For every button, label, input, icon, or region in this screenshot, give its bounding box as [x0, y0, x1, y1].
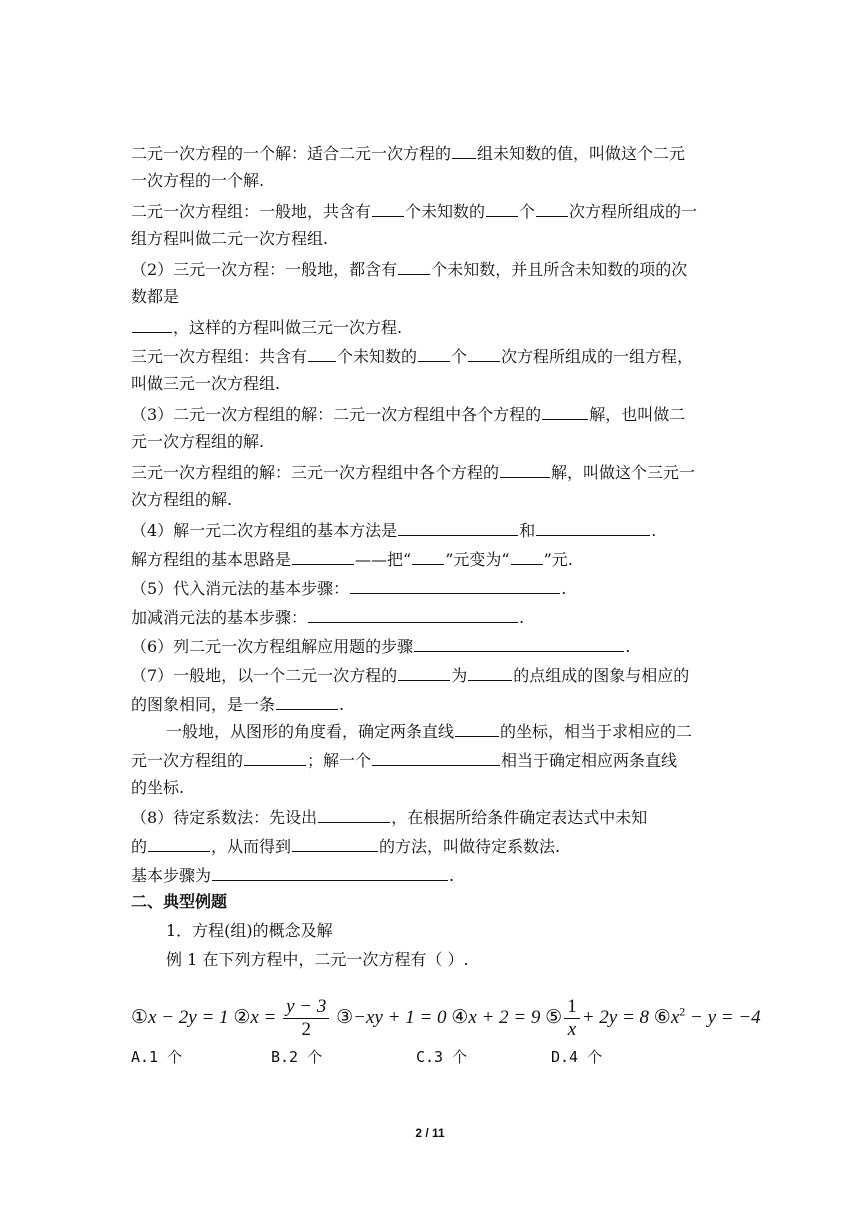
choice-d: D.4 个	[551, 1048, 603, 1066]
text-line: （2）三元一次方程：一般地，都含有 个未知数，并且所含未知数的项的次	[131, 260, 688, 279]
equation: x + 2 = 9	[468, 1006, 541, 1028]
blank	[212, 864, 448, 881]
text-line: 的图象相同，是一条 .	[131, 695, 345, 714]
text-line: 基本步骤为 .	[131, 866, 455, 885]
blank	[244, 749, 306, 766]
blank	[132, 316, 172, 333]
blank	[372, 749, 500, 766]
text-line: （5）代入消元法的基本步骤： .	[131, 579, 567, 598]
blank	[292, 835, 378, 852]
fraction: $\frac{1}{x}$	[564, 996, 580, 1041]
text-line: 的 ，从而得到 的方法，叫做待定系数法.	[131, 837, 561, 856]
text-line: 元一次方程组的解.	[131, 432, 265, 451]
blank	[536, 519, 650, 536]
choice-a: A.1 个	[131, 1048, 183, 1066]
superscript: 2	[679, 1004, 686, 1019]
blank	[308, 606, 518, 623]
text-line: 元一次方程组的 ；解一个 相当于确定相应两条直线	[131, 751, 678, 770]
blank	[468, 345, 500, 362]
subheading: 1．方程(组)的概念及解	[166, 921, 333, 940]
text: 组未知数的值，叫做这个二元	[477, 144, 686, 163]
blank	[350, 577, 560, 594]
blank	[398, 519, 518, 536]
text-line: 解方程组的基本思路是 ——把“ ”元变为“ ”元.	[131, 550, 573, 569]
text-line: （4）解一元二次方程组的基本方法是 和 .	[131, 521, 657, 540]
blank	[542, 403, 588, 420]
equation: − y = −4	[685, 1006, 761, 1028]
circled-number: ③	[336, 1006, 354, 1028]
equation: x =	[250, 1006, 277, 1028]
blank	[486, 200, 518, 217]
blank	[536, 200, 568, 217]
circled-number: ④	[451, 1006, 469, 1028]
text-line: 次方程组的解.	[131, 490, 233, 509]
blank	[511, 548, 543, 565]
page-number: 2 / 11	[415, 1126, 445, 1140]
text-line: 加减消元法的基本步骤： .	[131, 608, 525, 627]
text-line: 数都是	[131, 287, 180, 306]
text-line: （3）二元一次方程组的解：二元一次方程组中各个方程的 解，也叫做二	[131, 405, 686, 424]
text-line: 三元一次方程组的解：三元一次方程组中各个方程的 解，叫做这个三元一	[131, 463, 696, 482]
choice-c: C.3 个	[416, 1048, 468, 1066]
example-question: 例 1 在下列方程中，二元一次方程有（ ）.	[166, 950, 469, 969]
text-line: 的坐标.	[131, 778, 185, 797]
blank	[148, 835, 210, 852]
text-line: 组方程叫做二元一次方程组.	[131, 229, 329, 248]
text: 一次方程的一个解.	[131, 171, 265, 190]
blank	[418, 345, 450, 362]
text-line: 叫做三元一次方程组.	[131, 374, 281, 393]
text: 二元一次方程的一个解：适合二元一次方程的	[131, 144, 452, 163]
text-line: 三元一次方程组：共含有 个未知数的 个 次方程所组成的一组方程，	[131, 347, 694, 366]
blank	[276, 693, 338, 710]
text-line: （8）待定系数法：先设出 ，在根据所给条件确定表达式中未知	[131, 808, 648, 827]
text-line: ，这样的方程叫做三元一次方程.	[131, 316, 731, 338]
blank	[412, 548, 444, 565]
blank	[452, 142, 476, 159]
text-line	[131, 171, 731, 191]
section-heading: 二、典型例题	[131, 892, 228, 911]
text-line	[131, 142, 731, 164]
choice-b: B.2 个	[271, 1048, 323, 1066]
text-line: （6）列二元一次方程组解应用题的步骤 .	[131, 637, 631, 656]
text-line: 二元一次方程组：一般地，共含有 个未知数的 个 次方程所组成的一	[131, 202, 698, 221]
blank	[318, 806, 390, 823]
blank	[414, 635, 624, 652]
blank	[455, 720, 499, 737]
circled-number: ⑥	[653, 1006, 671, 1028]
blank	[372, 200, 404, 217]
blank	[292, 548, 354, 565]
blank	[308, 345, 336, 362]
blank	[468, 664, 512, 681]
equation: x	[670, 1006, 680, 1028]
equation: + 2y = 8	[581, 1006, 650, 1028]
text-line: 一般地，从图形的角度看，确定两条直线 的坐标，相当于求相应的二	[166, 722, 693, 741]
circled-number: ①	[131, 1006, 149, 1028]
equation: −xy + 1 = 0	[353, 1006, 447, 1028]
blank	[398, 258, 430, 275]
fraction: $\frac{y - 3}{2}$	[283, 996, 329, 1041]
blank	[500, 461, 550, 478]
circled-number: ②	[233, 1006, 251, 1028]
blank	[398, 664, 450, 681]
text-line: （7）一般地，以一个二元一次方程的 为 的点组成的图象与相应的	[131, 666, 690, 685]
circled-number: ⑤	[545, 1006, 563, 1028]
equation: x − 2y = 1	[148, 1006, 229, 1028]
